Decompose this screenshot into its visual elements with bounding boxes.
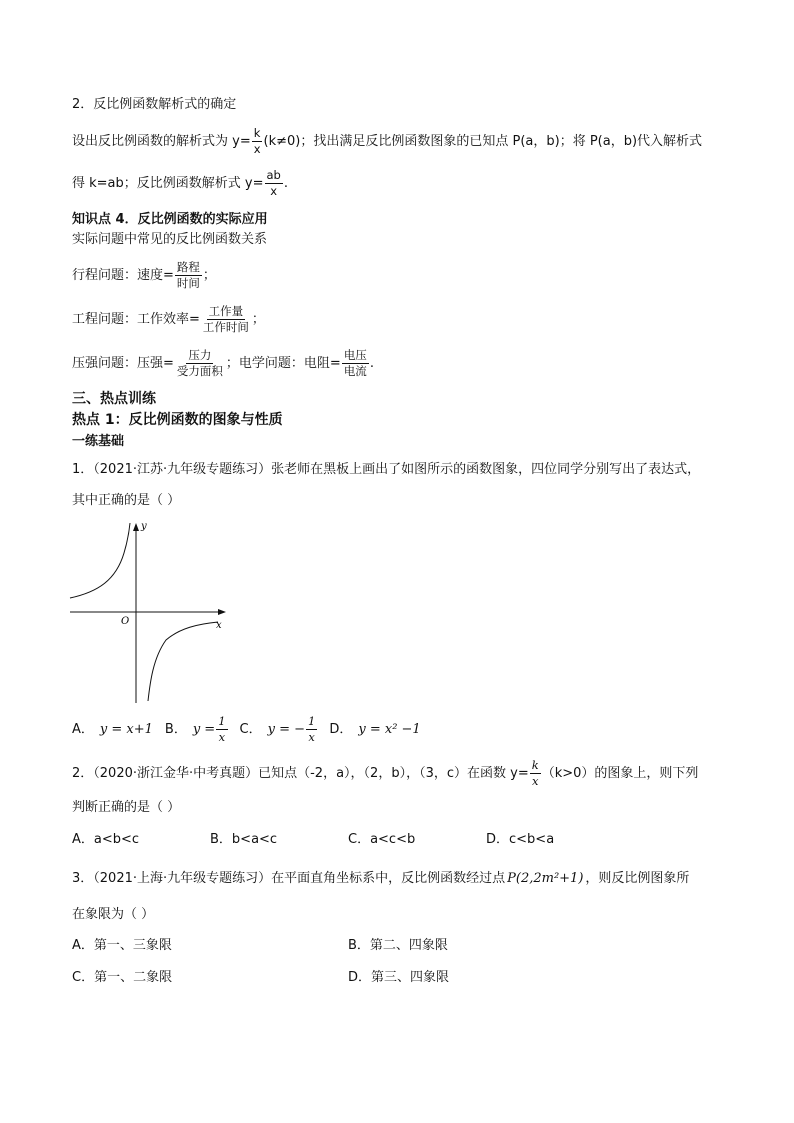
section-heading: 三、热点训练 [72, 391, 156, 407]
question-3-text: 在象限为（ ） [72, 907, 155, 922]
question-2-text [72, 756, 698, 790]
text: （k>0）的图象上，则下列 [541, 765, 699, 781]
option-b[interactable]: B．b<a<c [210, 832, 278, 847]
numerator: 1 [218, 714, 226, 729]
fraction [530, 759, 541, 786]
denominator: x [218, 729, 226, 744]
fraction [265, 169, 283, 196]
option-d-expr: y = x² −1 [358, 721, 421, 737]
question-2-text: 判断正确的是（ ） [72, 800, 181, 815]
x-axis-label: x [216, 620, 222, 631]
denominator: x [308, 729, 315, 744]
fraction [216, 715, 227, 742]
intro-text: 实际问题中常见的反比例函数关系 [72, 232, 268, 247]
numerator: 电压 [343, 348, 367, 363]
fraction [342, 349, 369, 376]
text: (k≠0)；找出满足反比例函数图象的已知点 P(a，b)；将 P(a，b)代入解析式 [263, 133, 703, 149]
denominator: 受力面积 [176, 363, 223, 378]
text: 2．（2020·浙江金华·中考真题）已知点（-2，a），（2，b），（3，c）在函数 y= [72, 765, 529, 781]
y-axis-label: y [141, 521, 147, 532]
text: 得 k=ab；反比例函数解析式 y= [72, 175, 264, 191]
question-3-text [72, 867, 689, 889]
curve-branch-upper-left [70, 523, 130, 598]
section-heading: 2．反比例函数解析式的确定 [72, 97, 237, 112]
origin-label: O [121, 616, 130, 627]
hotspot-heading: 热点 1：反比例函数的图象与性质 [72, 412, 283, 428]
sub-heading: 一练基础 [72, 434, 125, 449]
denominator: x [531, 773, 539, 788]
text: 压强问题：压强= [72, 355, 174, 371]
text: 设出反比例函数的解析式为 y= [72, 133, 251, 149]
option-b-label[interactable]: B． [164, 721, 187, 737]
definition-line [72, 124, 702, 158]
option-d[interactable]: D．第三、四象限 [348, 970, 450, 985]
option-a-label[interactable]: A． [72, 721, 94, 737]
hyperbola-graph [68, 518, 238, 708]
text: 3．（2021·上海·九年级专题练习）在平面直角坐标系中，反比例函数经过点 [72, 870, 506, 886]
question-1-text: 其中正确的是（ ） [72, 493, 181, 508]
fraction [201, 305, 251, 332]
option-d-label[interactable]: D． [329, 721, 353, 737]
fraction [306, 715, 317, 742]
numerator: k [531, 758, 539, 773]
text: ； [251, 311, 265, 327]
denominator: x [270, 183, 278, 198]
numerator: ab [266, 168, 281, 183]
option-c[interactable]: C．a<c<b [348, 832, 416, 847]
denominator: 时间 [176, 275, 200, 290]
y-axis-arrow [133, 523, 139, 531]
option-a[interactable]: A．第一、三象限 [72, 938, 172, 953]
numerator: 1 [308, 714, 316, 729]
option-d[interactable]: D．c<b<a [486, 832, 555, 847]
text: ，则反比例图象所 [585, 870, 690, 886]
fraction [175, 349, 225, 376]
x-axis-arrow [218, 609, 226, 615]
denominator: x [253, 141, 261, 156]
point-expression: P(2,2m²+1) [507, 870, 584, 886]
knowledge-heading: 知识点 4．反比例函数的实际应用 [72, 212, 268, 227]
option-b[interactable]: B．第二、四象限 [348, 938, 448, 953]
numerator: 工作量 [208, 304, 244, 319]
option-c-expr: y = − [267, 721, 306, 737]
numerator: k [253, 126, 261, 141]
text: ；电学问题：电阻= [225, 355, 341, 371]
formula-line [72, 302, 265, 336]
denominator: 工作时间 [202, 319, 249, 334]
option-a[interactable]: A．a<b<c [72, 832, 140, 847]
option-b-expr: y = [192, 721, 216, 737]
numerator: 压力 [188, 348, 212, 363]
text: 行程问题：速度= [72, 267, 174, 283]
curve-branch-lower-right [148, 622, 218, 701]
fraction [252, 127, 263, 154]
option-c[interactable]: C．第一、二象限 [72, 970, 173, 985]
formula-line [72, 258, 216, 292]
question-1-text: 1．（2021·江苏·九年级专题练习）张老师在黑板上画出了如图所示的函数图象，四位同学分别写出了表达式， [72, 462, 701, 477]
text: 工程问题：工作效率= [72, 311, 200, 327]
fraction [175, 261, 202, 288]
text: . [283, 175, 288, 191]
definition-line [72, 166, 288, 200]
denominator: 电流 [343, 363, 367, 378]
text: . [369, 355, 374, 371]
option-a-expr: y = x+1 [99, 721, 153, 737]
option-c-label[interactable]: C． [239, 721, 262, 737]
numerator: 路程 [176, 260, 200, 275]
text: ； [202, 267, 216, 283]
formula-line [72, 346, 374, 380]
question-1-options [72, 712, 421, 746]
